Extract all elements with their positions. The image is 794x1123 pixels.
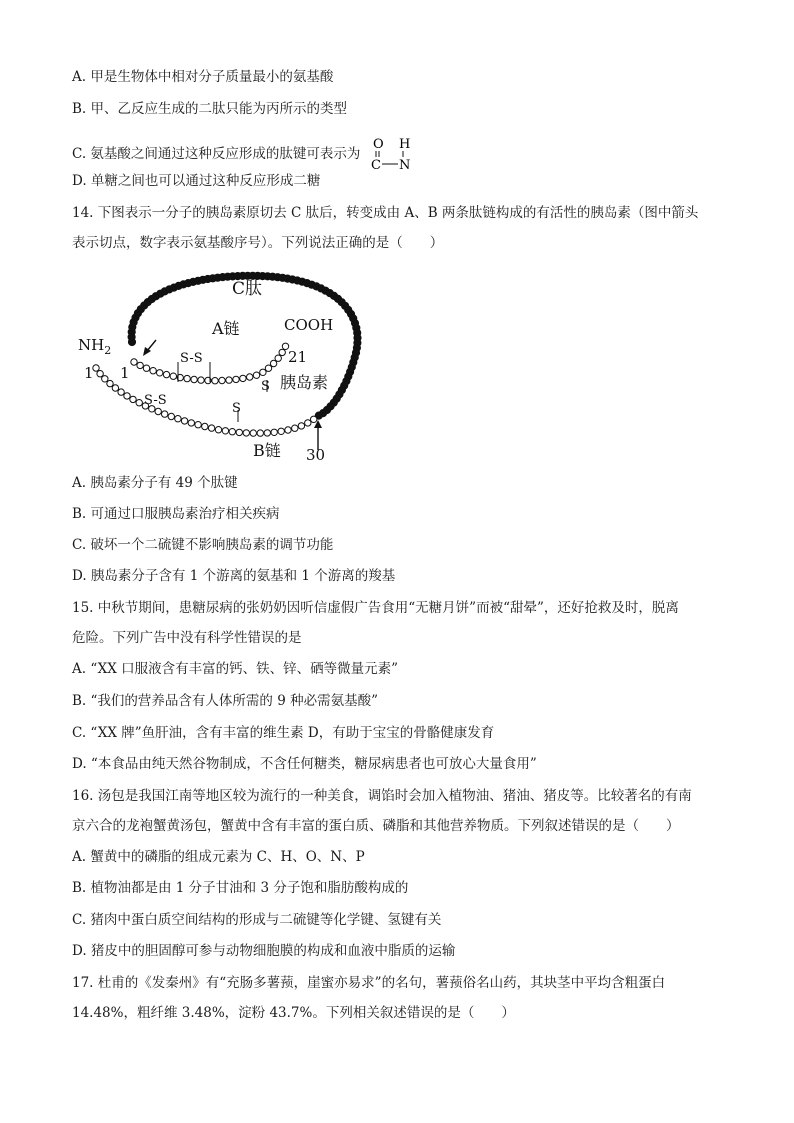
q15-option-a: A. “XX 口服液含有丰富的钙、铁、锌、硒等微量元素” xyxy=(72,661,399,677)
proinsulin-diagram xyxy=(70,270,370,470)
label-insulin: 胰岛素 xyxy=(280,373,329,392)
label-1-b-chain: 1 xyxy=(84,364,94,382)
b-chain-bead xyxy=(168,413,174,419)
b-chain-bead xyxy=(311,416,317,422)
formula-n: N xyxy=(398,158,411,172)
a-chain-bead xyxy=(226,377,232,383)
b-chain-bead xyxy=(181,418,187,424)
b-chain-bead xyxy=(229,429,235,435)
b-chain-bead xyxy=(305,420,311,426)
b-chain-bead xyxy=(250,430,256,436)
b-chain-bead xyxy=(107,380,113,386)
q16-stem-line2: 京六合的龙袍蟹黄汤包，蟹黄中含有丰富的蛋白质、磷脂和其他营养物质。下列叙述错误的是（ ） xyxy=(72,818,680,834)
a-chain-bead xyxy=(184,375,190,381)
b-chain-bead xyxy=(93,365,99,371)
b-chain-bead xyxy=(208,425,214,431)
b-chain-bead xyxy=(136,400,142,406)
q14-option-c: C. 破坏一个二硫键不影响胰岛素的调节功能 xyxy=(72,537,334,553)
b-chain-bead xyxy=(202,423,208,429)
b-chain-bead xyxy=(188,420,194,426)
b-chain-bead xyxy=(271,429,277,435)
q16-option-c: C. 猪肉中蛋白质空间结构的形成与二硫键等化学键、氢键有关 xyxy=(72,912,442,928)
label-21: 21 xyxy=(288,348,308,366)
q14-option-b: B. 可通过口服胰岛素治疗相关疾病 xyxy=(72,506,280,522)
b-chain-bead xyxy=(124,393,130,399)
a-chain-bead xyxy=(260,369,266,375)
a-chain-bead xyxy=(150,368,156,374)
formula-h: H xyxy=(398,137,411,152)
a-chain-bead xyxy=(131,359,137,365)
b-chain-bead xyxy=(285,427,291,433)
b-chain-bead xyxy=(195,422,201,428)
a-chain-bead xyxy=(157,370,163,376)
q15-option-c: C. “XX 牌”鱼肝油，含有丰富的维生素 D，有助于宝宝的骨骼健康发育 xyxy=(72,725,495,741)
peptide-bond-formula xyxy=(371,136,413,172)
a-chain-bead xyxy=(191,376,197,382)
a-chain-bead xyxy=(270,360,276,366)
q13-option-b: B. 甲、乙反应生成的二肽只能为丙所示的类型 xyxy=(72,101,348,117)
label-nh2 xyxy=(78,336,111,357)
q17-stem-line1: 17. 杜甫的《发秦州》有“充肠多薯蓣，崖蜜亦易求”的名句，薯蓣俗名山药，其块茎中平均含粗蛋白 xyxy=(72,975,666,991)
a-chain-bead xyxy=(247,374,253,380)
a-chain-bead xyxy=(198,377,204,383)
b-chain-bead xyxy=(175,416,181,422)
label-cooh: COOH xyxy=(284,316,334,334)
b-chain-bead xyxy=(162,411,168,417)
q16-stem-line1: 16. 汤包是我国江南等地区较为流行的一种美食，调馅时会加入植物油、猪油、猪皮等。比较著名的有南 xyxy=(72,788,692,804)
a-chain-bead xyxy=(279,349,285,355)
b-chain-bead xyxy=(112,385,118,391)
b-chain-bead xyxy=(257,430,263,436)
a-chain-bead xyxy=(233,376,239,382)
b-chain-bead xyxy=(292,425,298,431)
q13-option-d: D. 单糖之间也可以通过这种反应形成二糖 xyxy=(72,173,321,189)
q15-stem-line2: 危险。下列广告中没有科学性错误的是 xyxy=(72,630,302,646)
b-chain-bead xyxy=(155,408,161,414)
label-1-a-chain: 1 xyxy=(120,364,130,382)
q16-option-a: A. 蟹黄中的磷脂的组成元素为 C、H、O、N、P xyxy=(72,849,365,865)
label-a-chain: A链 xyxy=(212,319,240,338)
label-s-b: S xyxy=(232,401,241,416)
q13-option-a: A. 甲是生物体中相对分子质量最小的氨基酸 xyxy=(72,69,334,85)
a-chain-bead xyxy=(163,371,169,377)
label-ss-2: S-S xyxy=(144,393,167,408)
label-nh2-text: NH xyxy=(78,336,105,354)
q13-option-c-text: C. 氨基酸之间通过这种反应形成的肽键可表示为 xyxy=(72,146,361,162)
a-chain-bead xyxy=(212,378,218,384)
q17-stem-line2: 14.48%，粗纤维 3.48%，淀粉 43.7%。下列相关叙述错误的是（ ） xyxy=(72,1005,515,1021)
label-b-chain: B链 xyxy=(253,441,281,460)
q16-option-d: D. 猪皮中的胆固醇可参与动物细胞膜的构成和血液中脂质的运输 xyxy=(72,943,456,959)
a-chain-bead xyxy=(143,365,149,371)
q15-option-b: B. “我们的营养品含有人体所需的 9 种必需氨基酸” xyxy=(72,693,378,709)
b-chain-bead xyxy=(130,396,136,402)
label-s-a: S xyxy=(261,379,270,394)
formula-c: C xyxy=(370,158,381,172)
b-chain-bead xyxy=(102,376,108,382)
q14-option-a: A. 胰岛素分子有 49 个肽键 xyxy=(72,475,238,491)
b-chain-bead xyxy=(243,430,249,436)
b-chain-bead xyxy=(215,427,221,433)
b-chain-bead xyxy=(118,389,124,395)
q13-option-c xyxy=(72,136,413,172)
b-chain-bead xyxy=(278,428,284,434)
label-ss-1: S-S xyxy=(180,351,203,366)
b-chain-bead xyxy=(264,430,270,436)
label-30: 30 xyxy=(306,446,326,464)
a-chain-bead xyxy=(265,365,271,371)
b-chain-bead xyxy=(97,371,103,377)
q16-option-b: B. 植物油都是由 1 分子甘油和 3 分子饱和脂肪酸构成的 xyxy=(72,880,409,896)
a-chain-bead xyxy=(137,362,143,368)
q14-stem-line1: 14. 下图表示一分子的胰岛素原切去 C 肽后，转变成由 A、B 两条肽链构成的有活性的胰岛素（图中箭头 xyxy=(72,205,699,221)
q14-option-d: D. 胰岛素分子含有 1 个游离的氨基和 1 个游离的羧基 xyxy=(72,568,396,584)
a-chain-bead xyxy=(219,377,225,383)
q14-stem-line2: 表示切点，数字表示氨基酸序号）。下列说法正确的是（ ） xyxy=(72,235,444,251)
q15-option-d: D. “本食品由纯天然谷物制成，不含任何糖类，糖尿病患者也可放心大量食用” xyxy=(72,756,537,772)
a-chain-bead xyxy=(240,375,246,381)
b-chain-bead xyxy=(236,429,242,435)
label-nh2-sub: 2 xyxy=(104,344,112,357)
q15-stem-line1: 15. 中秋节期间，患糖尿病的张奶奶因听信虚假广告食用“无糖月饼”而被“甜晕”，还好抢救及时，脱离 xyxy=(72,600,679,616)
a-chain-bead xyxy=(170,373,176,379)
b-chain-bead xyxy=(222,428,228,434)
a-chain-bead xyxy=(275,355,281,361)
a-chain-bead xyxy=(253,372,259,378)
b-chain-bead xyxy=(298,423,304,429)
formula-o: O xyxy=(372,137,384,152)
label-c-peptide: C肽 xyxy=(232,279,263,299)
